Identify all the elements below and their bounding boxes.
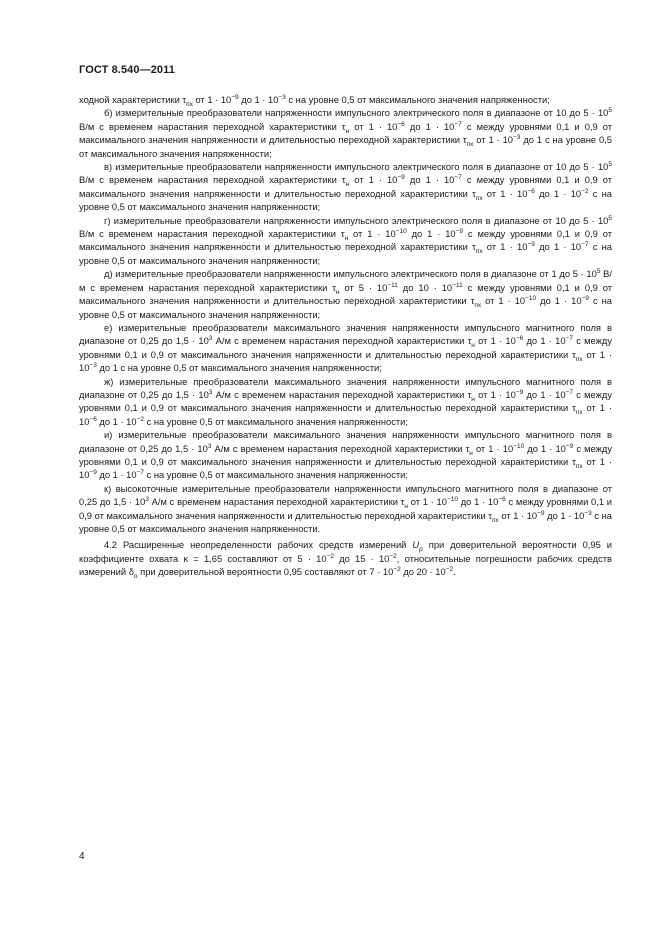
paragraph-continuation: ходной характеристики $\tau_{пх}$ от $1 \cdot 10^{-9}$ до $1 \cdot 10^{-3}$ с на уровне 0,5 от максимального значения напряженности; xyxy=(79,93,550,108)
list-item-i: и) измерительные преобразователи максимального значения напряженности импульсного магнитного поля в диапазоне от 0,25 до $1,5 \cdot 10^3$ А/м с временем нарастания переходной характеристики $\tau_н$ от $1 \cdot 10^{-10}$ до $1 \cdot 10^{-9}$ с между уровнями 0,1 и 0,9 от максимального значения напряженности и длительностью переходной характеристики $\tau_{пх}$ от $1 \cdot 10^{-9}$ до $1 \cdot 10^{-7}$ с на уровне 0,5 от максимального значения напряженности; xyxy=(79,430,613,481)
list-item-zh: ж) измерительные преобразователи максимального значения напряженности импульсного магнитного поля в диапазоне от 0,25 до $1,5 \cdot 10^3$ А/м с временем нарастания переходной характеристики $\tau_н$ от $1 \cdot 10^{-9}$ до $1 \cdot 10^{-7}$ с между уровнями 0,1 и 0,9 от максимального значения напряженности и длительностью переходной характеристики $\tau_{пх}$ от $1 \cdot 10^{-6}$ до $1 \cdot 10^{-2}$ с на уровне 0,5 от максимального значения напряженности; xyxy=(79,376,612,427)
list-item-e: е) измерительные преобразователи максимального значения напряженности импульсного магнитного поля в диапазоне от 0,25 до $1,5 \cdot 10^3$ А/м с временем нарастания переходной характеристики $\tau_н$ от $1 \cdot 10^{-6}$ до $1 \cdot 10^{-7}$ с между уровнями 0,1 и 0,9 от максимального значения напряженности и длительностью переходной характеристики $\tau_{пх}$ от $1 \cdot 10^{-3}$ до 1 с на уровне 0,5 от максимального значения напряженности; xyxy=(79,322,612,374)
list-item-d: д) измерительные преобразователи напряженности импульсного электрического поля в диапазоне от 1 до $5 \cdot 10^5$ В/м с временем нарастания переходной характеристики $\tau_н$ от $5 \cdot 10^{-11}$ до $10 \cdot 10^{-11}$ с между уровнями 0,1 и 0,9 от максимального значения напряженности и длительностью переходной характеристики $\tau_{пх}$ от $1 \cdot 10^{-10}$ до $1 \cdot 10^{-9}$ с на уровне 0,5 от максимального значения напряженности; xyxy=(79,268,613,320)
page-number: 4 xyxy=(79,851,85,862)
list-item-b: б) измерительные преобразователи напряженности импульсного электрического поля в диапазоне от 10 до $5 \cdot 10^5$ В/м с временем нарастания переходной характеристики $\tau_н$ от $1 \cdot 10^{-6}$ до $1 \cdot 10^{-7}$ с между уровнями 0,1 и 0,9 от максимального значения напряженности и длительностью переходной характеристики $\tau_{пх}$ от $1 \cdot 10^{-3}$ до 1 с на уровне 0,5 от максимального значения напряженности; xyxy=(79,107,613,159)
section-4-2: 4.2 Расширенные неопределенности рабочих средств измерений $U_p$ при доверительной вероятности 0,95 и коэффициенте охвата κ = 1,65 составляют от $5 \cdot 10^{-2}$ до $15 \cdot 10^{-2}$, относительные погрешности рабочих средств измерений $\delta_о$ при доверительной вероятности 0,95 составляют от $7 \cdot 10^{-2}$ до $20 \cdot 10^{-2}$. xyxy=(79,540,612,581)
page-header: ГОСТ 8.540—2011 xyxy=(79,64,175,76)
body-text xyxy=(79,94,612,580)
list-item-k: к) высокоточные измерительные преобразователи напряженности импульсного магнитного поля в диапазоне от 0,25 до $1,5 \cdot 10^3$ А/м с временем нарастания переходной характеристики $\tau_н$ от $1 \cdot 10^{-10}$ до $1 \cdot 10^{-6}$ с между уровнями 0,1 и 0,9 от максимального значения напряженности и длительностью переходной характеристики $\tau_{пх}$ от $1 \cdot 10^{-9}$ до $1 \cdot 10^{-3}$ с на уровне 0,5 от максимального значения напряженности. xyxy=(79,483,613,534)
list-item-g: г) измерительные преобразователи напряженности импульсного электрического поля в диапазоне от 10 до $5 \cdot 10^5$ В/м с временем нарастания переходной характеристики $\tau_н$ от $1 \cdot 10^{-10}$ до $1 \cdot 10^{-9}$ с между уровнями 0,1 и 0,9 от максимального значения напряженности и длительностью переходной характеристики $\tau_{пх}$ от $1 \cdot 10^{-9}$ до $1 \cdot 10^{-7}$ с на уровне 0,5 от максимального значения напряженности; xyxy=(79,214,613,266)
list-item-v: в) измерительные преобразователи напряженности импульсного электрического поля в диапазоне от 10 до $5 \cdot 10^5$ В/м с временем нарастания переходной характеристики $\tau_н$ от $1 \cdot 10^{-9}$ до $1 \cdot 10^{-7}$ с между уровнями 0,1 и 0,9 от максимального значения напряженности и длительностью переходной характеристики $\tau_{пх}$ от $1 \cdot 10^{-6}$ до $1 \cdot 10^{-2}$ с на уровне 0,5 от максимального значения напряженности; xyxy=(79,160,613,213)
